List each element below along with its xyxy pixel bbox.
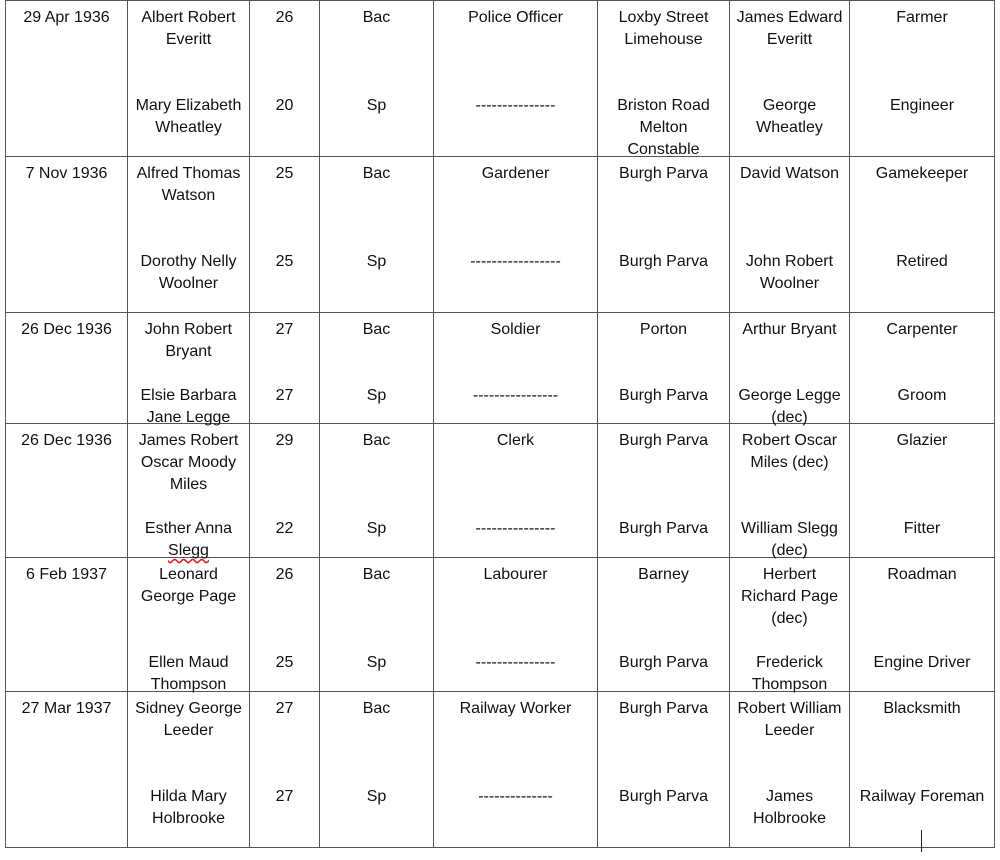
groom-father: Herbert Richard Page (dec)	[741, 566, 838, 627]
name-cell	[128, 424, 250, 558]
register-row	[6, 157, 995, 313]
bride-occupation: -----------------	[470, 253, 561, 270]
marriage-register-table	[5, 0, 995, 848]
groom-occupation: Police Officer	[468, 9, 563, 26]
groom-name: Sidney George Leeder	[135, 700, 242, 739]
register-row	[6, 1, 995, 157]
bride-residence: Burgh Parva	[619, 788, 708, 805]
father-occupation-cell	[850, 313, 995, 424]
marriage-date: 27 Mar 1937	[6, 692, 128, 848]
bride-occupation: ---------------	[475, 654, 556, 671]
register-row	[6, 424, 995, 558]
bride-father-occupation: Engine Driver	[873, 654, 971, 671]
residence-cell	[598, 313, 730, 424]
age-cell	[250, 692, 320, 848]
groom-father: James Edward Everitt	[736, 9, 843, 48]
groom-occupation: Railway Worker	[459, 700, 572, 717]
groom-residence: Porton	[639, 321, 688, 338]
age-cell	[250, 558, 320, 692]
margin-tick-mark	[921, 830, 922, 852]
bride-residence: Burgh Parva	[619, 253, 708, 270]
age-cell	[250, 313, 320, 424]
name-cell	[128, 1, 250, 157]
groom-residence: Burgh Parva	[619, 432, 708, 449]
groom-name: Alfred Thomas Watson	[136, 165, 241, 204]
bride-father: George Wheatley	[756, 97, 823, 136]
marriage-date: 29 Apr 1936	[6, 1, 128, 157]
groom-residence: Barney	[638, 566, 689, 583]
bride-name: Elsie Barbara Jane Legge	[140, 387, 237, 426]
groom-father: Arthur Bryant	[742, 321, 837, 338]
name-cell	[128, 313, 250, 424]
bride-age: 25	[275, 654, 294, 671]
bride-father: William Slegg (dec)	[741, 520, 838, 559]
residence-cell	[598, 1, 730, 157]
father-occupation-cell	[850, 1, 995, 157]
groom-father: David Watson	[740, 165, 839, 182]
bride-father-occupation: Groom	[897, 387, 947, 404]
groom-father-occupation: Glazier	[896, 432, 948, 449]
register-row	[6, 313, 995, 424]
age-cell	[250, 157, 320, 313]
groom-father-occupation: Blacksmith	[883, 700, 961, 717]
bride-condition: Sp	[366, 253, 387, 270]
groom-condition: Bac	[362, 432, 391, 449]
bride-father-occupation: Railway Foreman	[859, 788, 985, 805]
register-body	[6, 1, 995, 848]
residence-cell	[598, 692, 730, 848]
residence-cell	[598, 424, 730, 558]
bride-age: 27	[275, 788, 294, 805]
occupation-cell	[434, 313, 598, 424]
bride-condition: Sp	[366, 97, 387, 114]
groom-father-occupation: Carpenter	[886, 321, 958, 338]
bride-condition: Sp	[366, 654, 387, 671]
father-cell	[730, 157, 850, 313]
name-cell	[128, 558, 250, 692]
condition-cell	[320, 1, 434, 157]
bride-name: Ellen Maud Thompson	[148, 654, 229, 693]
groom-father: Robert William Leeder	[737, 700, 842, 739]
condition-cell	[320, 157, 434, 313]
father-cell	[730, 313, 850, 424]
father-occupation-cell	[850, 692, 995, 848]
bride-occupation: ---------------	[475, 520, 556, 537]
bride-residence: Burgh Parva	[619, 520, 708, 537]
groom-condition: Bac	[362, 321, 391, 338]
bride-age: 25	[275, 253, 294, 270]
bride-condition: Sp	[366, 788, 387, 805]
bride-residence: Burgh Parva	[619, 387, 708, 404]
bride-age: 27	[275, 387, 294, 404]
groom-age: 29	[275, 432, 294, 449]
father-occupation-cell	[850, 558, 995, 692]
bride-father-occupation: Retired	[896, 253, 948, 270]
occupation-cell	[434, 157, 598, 313]
bride-occupation: --------------	[478, 788, 553, 805]
father-cell	[730, 1, 850, 157]
groom-condition: Bac	[362, 9, 391, 26]
father-cell	[730, 558, 850, 692]
groom-age: 26	[275, 9, 294, 26]
name-cell	[128, 157, 250, 313]
father-cell	[730, 692, 850, 848]
groom-occupation: Clerk	[496, 432, 535, 449]
groom-father-occupation: Gamekeeper	[875, 165, 969, 182]
condition-cell	[320, 558, 434, 692]
bride-condition: Sp	[366, 520, 387, 537]
groom-name: Leonard George Page	[140, 566, 237, 605]
residence-cell	[598, 558, 730, 692]
groom-name: John Robert Bryant	[144, 321, 233, 360]
name-cell	[128, 692, 250, 848]
groom-age: 26	[275, 566, 294, 583]
groom-occupation: Soldier	[490, 321, 541, 338]
bride-name: Mary Elizabeth Wheatley	[135, 97, 242, 136]
marriage-date: 7 Nov 1936	[6, 157, 128, 313]
bride-occupation: ----------------	[472, 387, 559, 404]
groom-occupation: Labourer	[483, 566, 548, 583]
groom-condition: Bac	[362, 566, 391, 583]
bride-name: Hilda Mary Holbrooke	[150, 788, 227, 827]
groom-age: 27	[275, 700, 294, 717]
condition-cell	[320, 424, 434, 558]
father-occupation-cell	[850, 424, 995, 558]
bride-age: 20	[275, 97, 294, 114]
bride-father-occupation: Fitter	[903, 520, 941, 537]
groom-condition: Bac	[362, 165, 391, 182]
groom-name: Albert Robert Everitt	[141, 9, 236, 48]
groom-residence: Loxby Street Limehouse	[618, 9, 709, 48]
spellcheck-underline: Slegg	[168, 542, 209, 559]
occupation-cell	[434, 1, 598, 157]
bride-occupation: ---------------	[475, 97, 556, 114]
groom-occupation: Gardener	[481, 165, 550, 182]
groom-name: James Robert Oscar Moody Miles	[138, 432, 239, 493]
marriage-date: 6 Feb 1937	[6, 558, 128, 692]
age-cell	[250, 424, 320, 558]
bride-condition: Sp	[366, 387, 387, 404]
residence-cell	[598, 157, 730, 313]
age-cell	[250, 1, 320, 157]
bride-name: Esther Anna Slegg	[144, 520, 233, 559]
occupation-cell	[434, 424, 598, 558]
occupation-cell	[434, 558, 598, 692]
bride-father: James Holbrooke	[753, 788, 826, 827]
bride-age: 22	[275, 520, 294, 537]
condition-cell	[320, 313, 434, 424]
groom-residence: Burgh Parva	[619, 700, 708, 717]
marriage-date: 26 Dec 1936	[6, 424, 128, 558]
bride-residence: Briston Road Melton Constable	[617, 97, 710, 158]
marriage-date: 26 Dec 1936	[6, 313, 128, 424]
bride-father: John Robert Woolner	[745, 253, 834, 292]
groom-father: Robert Oscar Miles (dec)	[741, 432, 838, 471]
bride-father-occupation: Engineer	[889, 97, 955, 114]
bride-father: Frederick Thompson	[751, 654, 828, 693]
register-row	[6, 558, 995, 692]
condition-cell	[320, 692, 434, 848]
groom-condition: Bac	[362, 700, 391, 717]
groom-father-occupation: Farmer	[896, 9, 948, 26]
groom-father-occupation: Roadman	[887, 566, 957, 583]
bride-residence: Burgh Parva	[619, 654, 708, 671]
bride-father: George Legge (dec)	[738, 387, 841, 426]
groom-age: 25	[275, 165, 294, 182]
father-occupation-cell	[850, 157, 995, 313]
occupation-cell	[434, 692, 598, 848]
register-row	[6, 692, 995, 848]
father-cell	[730, 424, 850, 558]
groom-age: 27	[275, 321, 294, 338]
bride-name: Dorothy Nelly Woolner	[140, 253, 237, 292]
groom-residence: Burgh Parva	[619, 165, 708, 182]
